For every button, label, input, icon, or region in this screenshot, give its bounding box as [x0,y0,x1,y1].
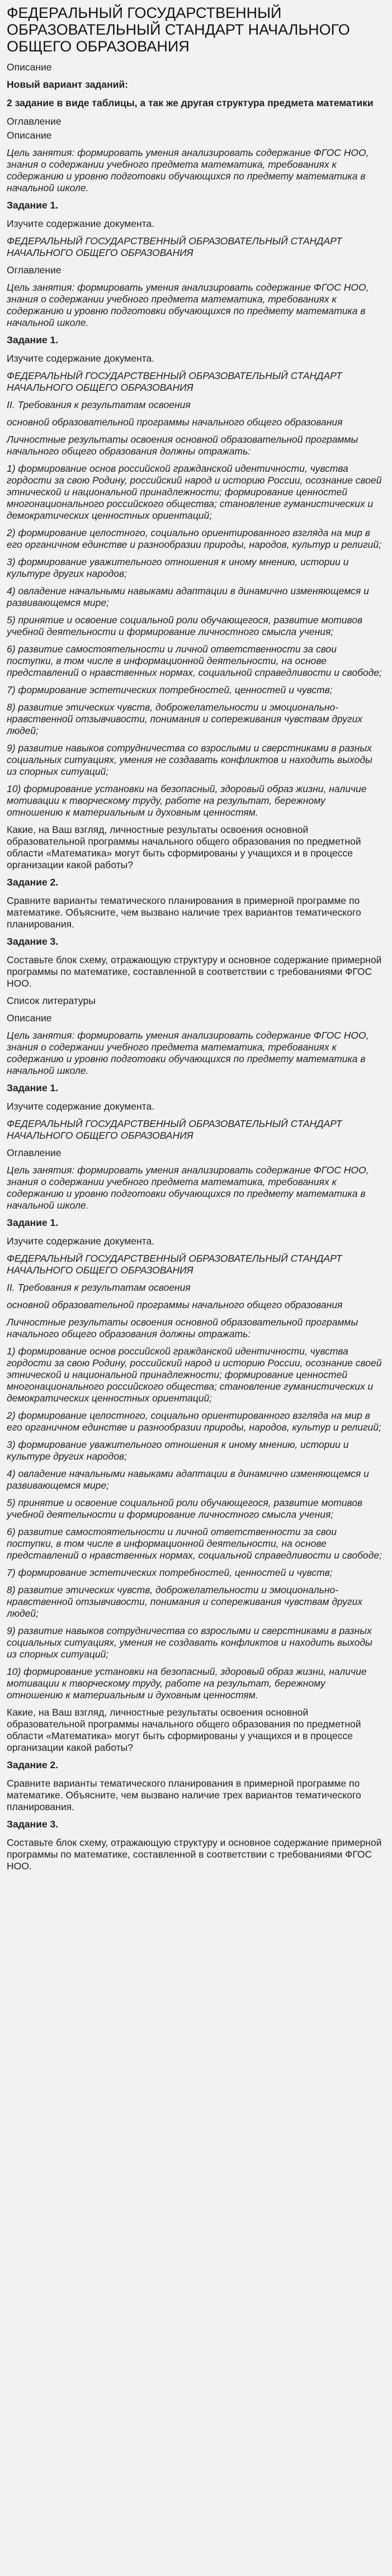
document-paragraph: 2) формирование целостного, социально ориентированного взгляда на мир в его органичном единстве и разнообразии природы, народов, культур и религий; [7,527,381,550]
document-paragraph: 4) овладение начальными навыками адаптации в динамично изменяющемся и развивающемся мире; [7,1468,369,1491]
document-paragraph: Изучите содержание документа. [7,1235,155,1247]
document-paragraph: Описание [7,130,52,141]
document-paragraph: ФЕДЕРАЛЬНЫЙ ГОСУДАРСТВЕННЫЙ ОБРАЗОВАТЕЛЬНЫЙ СТАНДАРТ НАЧАЛЬНОГО ОБЩЕГО ОБРАЗОВАНИЯ [7,1253,342,1276]
document-paragraph: Изучите содержание документа. [7,218,155,229]
document-paragraph: 7) формирование эстетических потребностей, ценностей и чувств; [7,684,333,695]
document-paragraph: основной образовательной программы начального общего образования [7,1299,343,1310]
section-heading: Задание 3. [7,1819,59,1830]
document-paragraph: Какие, на Ваш взгляд, личностные результаты освоения основной образовательной программы начального общего образования по предметной области «Математика» могут быть сформированы у учащихся и в процессе организации какой работы? [7,1707,361,1753]
document-paragraph: Оглавление [7,116,62,127]
section-heading: Задание 1. [7,334,59,345]
document-paragraph: Описание [7,61,52,73]
document-paragraph: II. Требования к результатам освоения [7,399,191,410]
document-paragraph: ФЕДЕРАЛЬНЫЙ ГОСУДАРСТВЕННЫЙ ОБРАЗОВАТЕЛЬНЫЙ СТАНДАРТ НАЧАЛЬНОГО ОБЩЕГО ОБРАЗОВАНИЯ [7,1118,342,1141]
document-paragraph: 2) формирование целостного, социально ориентированного взгляда на мир в его органичном единстве и разнообразии природы, народов, культур и религий; [7,1410,381,1433]
document-paragraph: Сравните варианты тематического планирования в примерной программе по математике. Объясните, чем вызвано наличие трех вариантов тематического планирования. [7,895,361,930]
document-paragraph: 8) развитие этических чувств, доброжелательности и эмоционально-нравственной отзывчивости, понимания и сопереживания чувствам других людей; [7,1584,363,1619]
document-paragraph: Изучите содержание документа. [7,1101,155,1112]
section-heading: Новый вариант заданий: [7,79,129,90]
document-paragraph: 7) формирование эстетических потребностей, ценностей и чувств; [7,1567,333,1578]
document-title: ФЕДЕРАЛЬНЫЙ ГОСУДАРСТВЕННЫЙ ОБРАЗОВАТЕЛЬНЫЙ СТАНДАРТ НАЧАЛЬНОГО ОБЩЕГО ОБРАЗОВАНИЯ [7,4,350,55]
document-paragraph: 9) развитие навыков сотрудничества со взрослыми и сверстниками в разных социальных ситуациях, умения не создавать конфликтов и находить выходы из спорных ситуаций; [7,1625,372,1660]
document-paragraph: 5) принятие и освоение социальной роли обучающегося, развитие мотивов учебной деятельности и формирование личностного смысла учения; [7,614,363,637]
document-paragraph: 9) развитие навыков сотрудничества со взрослыми и сверстниками в разных социальных ситуациях, умения не создавать конфликтов и находить выходы из спорных ситуаций; [7,742,372,777]
document-paragraph: Цель занятия: формировать умения анализировать содержание ФГОС НОО, знания о содержании учебного предмета математика, требованиях к содержанию и уровню подготовки обучающихся по предмету математика в начальной школе. [7,1164,369,1211]
document-paragraph: Цель занятия: формировать умения анализировать содержание ФГОС НОО, знания о содержании учебного предмета математика, требованиях к содержанию и уровню подготовки обучающихся по предмету математика в начальной школе. [7,147,369,193]
document-paragraph: Список литературы [7,995,96,1006]
section-heading: Задание 2. [7,877,59,888]
document-paragraph: основной образовательной программы начального общего образования [7,416,343,428]
document-paragraph: Оглавление [7,1147,62,1158]
document-paragraph: 1) формирование основ российской гражданской идентичности, чувства гордости за свою Родину, российский народ и историю России, осознание своей этнической и национальной принадлежности; формирование ценностей многонационального российского общества; становление гуманистических и демократических ценностных ориентаций; [7,1346,382,1404]
document-paragraph: Описание [7,1012,52,1024]
document-paragraph: 3) формирование уважительного отношения к иному мнению, истории и культуре других народов; [7,556,349,579]
document-paragraph: Цель занятия: формировать умения анализировать содержание ФГОС НОО, знания о содержании учебного предмета математика, требованиях к содержанию и уровню подготовки обучающихся по предмету математика в начальной школе. [7,282,369,328]
document-paragraph: Составьте блок схему, отражающую структуру и основное содержание примерной программы по математике, составленной в соответствии с требованиями ФГОС НОО. [7,1837,382,1872]
document-paragraph: Личностные результаты освоения основной образовательной программы начального общего образования должны отражать: [7,434,358,457]
document-paragraph: 4) овладение начальными навыками адаптации в динамично изменяющемся и развивающемся мире; [7,585,369,608]
document-paragraph: Сравните варианты тематического планирования в примерной программе по математике. Объясните, чем вызвано наличие трех вариантов тематического планирования. [7,1778,361,1812]
section-heading: 2 задание в виде таблицы, а так же другая структура предмета математики [7,97,374,108]
document-paragraph: Цель занятия: формировать умения анализировать содержание ФГОС НОО, знания о содержании учебного предмета математика, требованиях к содержанию и уровню подготовки обучающихся по предмету математика в начальной школе. [7,1030,369,1076]
document-paragraph: Личностные результаты освоения основной образовательной программы начального общего образования должны отражать: [7,1317,358,1339]
document-paragraph: 6) развитие самостоятельности и личной ответственности за свои поступки, в том числе в информационной деятельности, на основе представлений о нравственных нормах, социальной справедливости и свободе; [7,643,382,678]
document-paragraph: 6) развитие самостоятельности и личной ответственности за свои поступки, в том числе в информационной деятельности, на основе представлений о нравственных нормах, социальной справедливости и свободе; [7,1526,382,1561]
section-heading: Задание 1. [7,200,59,211]
section-heading: Задание 1. [7,1217,59,1228]
document-paragraph: 3) формирование уважительного отношения к иному мнению, истории и культуре других народов; [7,1439,349,1462]
document-paragraph: 5) принятие и освоение социальной роли обучающегося, развитие мотивов учебной деятельности и формирование личностного смысла учения; [7,1497,363,1520]
document-paragraph: Изучите содержание документа. [7,353,155,364]
document-body [7,61,384,1872]
document-paragraph: 8) развитие этических чувств, доброжелательности и эмоционально-нравственной отзывчивости, понимания и сопереживания чувствам других людей; [7,702,363,736]
document-paragraph: ФЕДЕРАЛЬНЫЙ ГОСУДАРСТВЕННЫЙ ОБРАЗОВАТЕЛЬНЫЙ СТАНДАРТ НАЧАЛЬНОГО ОБЩЕГО ОБРАЗОВАНИЯ [7,370,342,393]
document-paragraph: 10) формирование установки на безопасный, здоровый образ жизни, наличие мотивации к творческому труду, работе на результат, бережному отношению к материальным и духовным ценностям. [7,1666,367,1701]
section-heading: Задание 3. [7,936,59,947]
document-paragraph: ФЕДЕРАЛЬНЫЙ ГОСУДАРСТВЕННЫЙ ОБРАЗОВАТЕЛЬНЫЙ СТАНДАРТ НАЧАЛЬНОГО ОБЩЕГО ОБРАЗОВАНИЯ [7,235,342,258]
document-paragraph: Составьте блок схему, отражающую структуру и основное содержание примерной программы по математике, составленной в соответствии с требованиями ФГОС НОО. [7,954,382,989]
section-heading: Задание 1. [7,1082,59,1093]
document-paragraph: II. Требования к результатам освоения [7,1282,191,1293]
document-paragraph: Какие, на Ваш взгляд, личностные результаты освоения основной образовательной программы начального общего образования по предметной области «Математика» могут быть сформированы у учащихся и в процессе организации какой работы? [7,824,361,870]
document-paragraph: Оглавление [7,264,62,276]
section-heading: Задание 2. [7,1759,59,1770]
document-paragraph: 1) формирование основ российской гражданской идентичности, чувства гордости за свою Родину, российский народ и историю России, осознание своей этнической и национальной принадлежности; формирование ценностей многонационального российского общества; становление гуманистических и демократических ценностных ориентаций; [7,463,382,521]
document-paragraph: 10) формирование установки на безопасный, здоровый образ жизни, наличие мотивации к творческому труду, работе на результат, бережному отношению к материальным и духовным ценностям. [7,783,367,818]
